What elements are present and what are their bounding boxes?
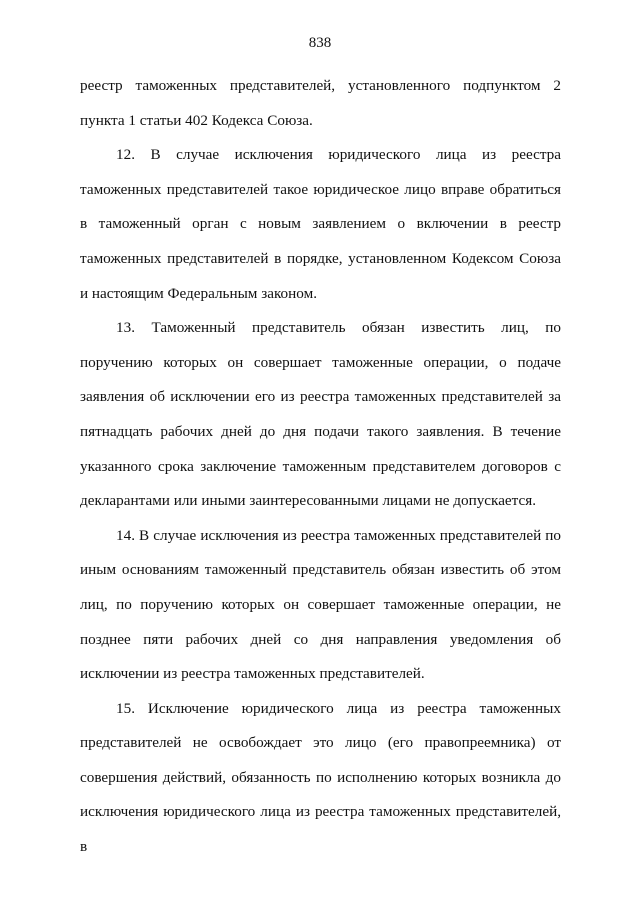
paragraph-12: 12. В случае исключения юридического лица из реестра таможенных представителей такое юридическое лицо вправе обратиться в таможенный орган с новым заявлением о включении в реестр таможенных представителей в порядке, установленном Кодексом Союза и настоящим Федеральным законом. (80, 146, 561, 302)
paragraph-13: 13. Таможенный представитель обязан известить лиц, по поручению которых он совершает таможенные операции, о подаче заявления об исключении его из реестра таможенных представителей за пятнадцать рабочих дней до дня подачи такого заявления. В течение указанного срока заключение таможенным представителем договоров с декларантами или иными заинтересованными лицами не допускается. (80, 319, 561, 510)
document-body (80, 69, 561, 865)
paragraph-14: 14. В случае исключения из реестра таможенных представителей по иным основаниям таможенный представитель обязан известить об этом лиц, по поручению которых он совершает таможенные операции, не позднее пяти рабочих дней со дня направления уведомления об исключении из реестра таможенных представителей. (80, 526, 561, 683)
page-number: 838 (308, 35, 332, 51)
paragraph-15: 15. Исключение юридического лица из реестра таможенных представителей не освобождает это лицо (его правопреемника) от совершения действий, обязанность по исполнению которых возникла до исключения юридического лица из реестра таможенных представителей, в (80, 699, 561, 856)
paragraph-continuation: реестр таможенных представителей, установленного подпунктом 2 пункта 1 статьи 402 Кодекса Союза. (80, 77, 561, 129)
